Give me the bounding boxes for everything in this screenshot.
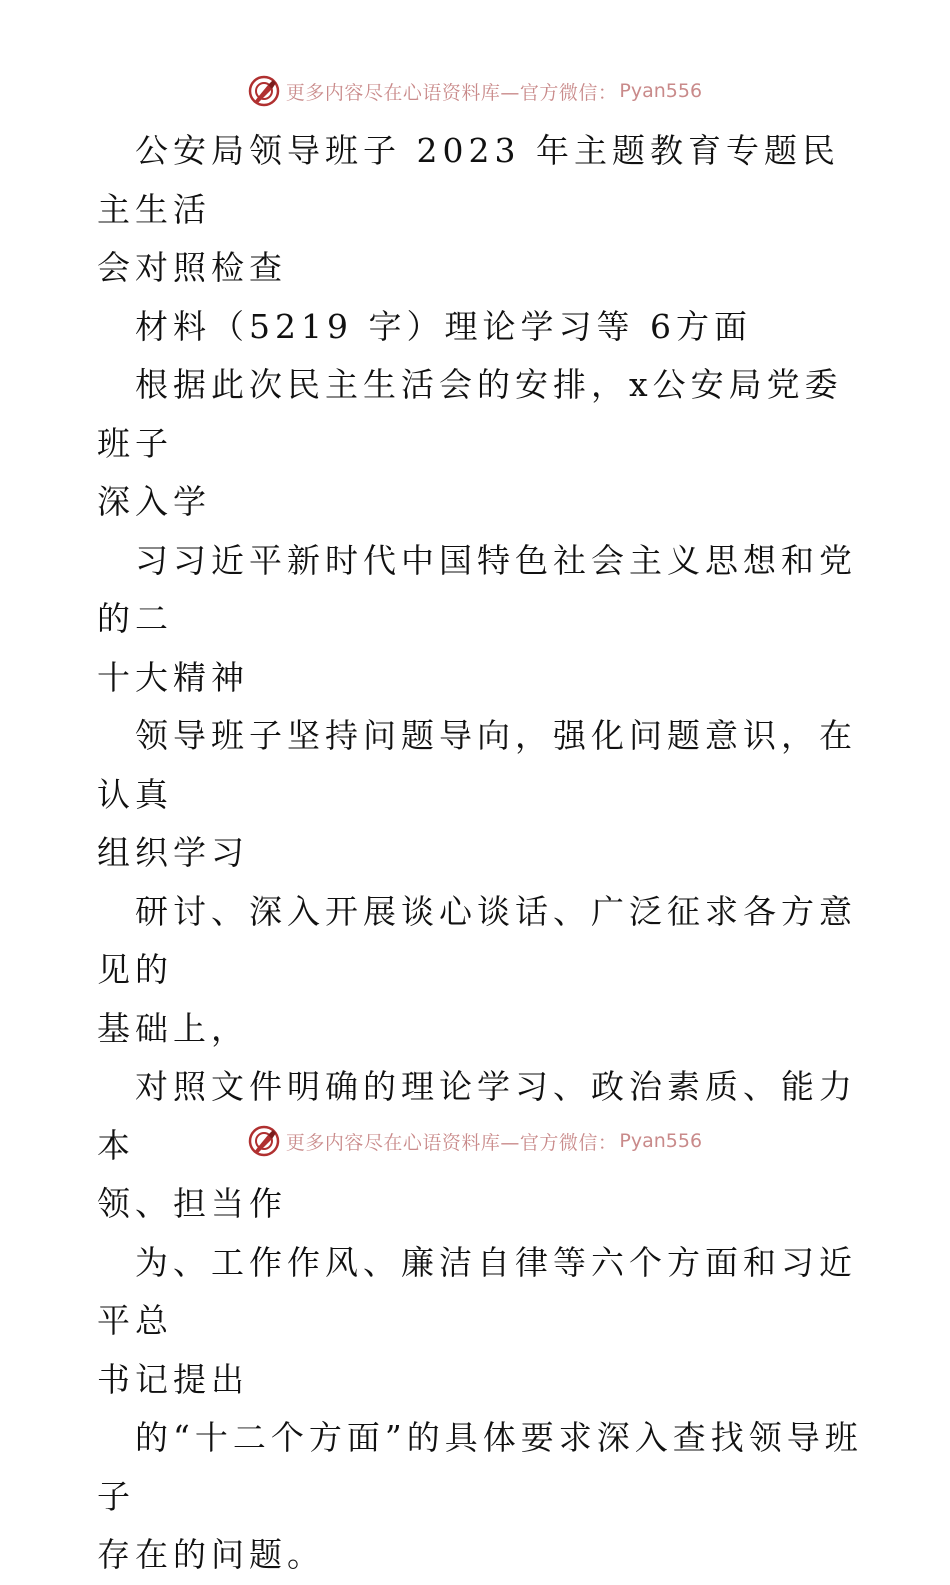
text-line: 对照文件明确的理论学习、政治素质、能力本 [97, 1067, 857, 1165]
text-line: 基础上， [97, 1008, 249, 1048]
footer-banner-wechat: Pyan556 [619, 1130, 703, 1152]
text-line: 存在的问题。 [97, 1535, 325, 1574]
header-banner-text: 更多内容尽在心语资料库—官方微信： [285, 81, 618, 104]
footer-banner [0, 1121, 950, 1161]
text-line: 会对照检查 [97, 248, 287, 287]
text-line: 十大精神 [97, 657, 249, 697]
pen-logo-icon [248, 1125, 280, 1157]
body-text [97, 122, 867, 1585]
header-banner [0, 71, 950, 111]
text-line: 的“十二个方面”的具体要求深入查找领导班子 [97, 1418, 863, 1516]
text-line: 组织学习 [97, 833, 249, 872]
text-line: 根据此次民主生活会的安排，x公安局党委班子 [97, 365, 843, 463]
text-line: 材料（5219 字）理论学习等 6方面 [135, 306, 752, 346]
text-line: 习习近平新时代中国特色社会主义思想和党的二 [97, 540, 857, 638]
text-line: 公安局领导班子 2023 年主题教育专题民主生活 [97, 131, 840, 229]
text-line: 领导班子坚持问题导向，强化问题意识，在认真 [97, 716, 857, 814]
text-line: 研讨、深入开展谈心谈话、广泛征求各方意见的 [97, 891, 857, 989]
text-line: 领、担当作 [97, 1184, 287, 1223]
text-line: 为、工作作风、廉洁自律等六个方面和习近平总 [97, 1242, 857, 1340]
footer-banner-text: 更多内容尽在心语资料库—官方微信： [285, 1131, 618, 1154]
text-line: 书记提出 [97, 1359, 249, 1399]
header-banner-wechat: Pyan556 [619, 80, 703, 102]
pen-logo-icon [248, 75, 280, 107]
text-line: 深入学 [97, 482, 211, 521]
